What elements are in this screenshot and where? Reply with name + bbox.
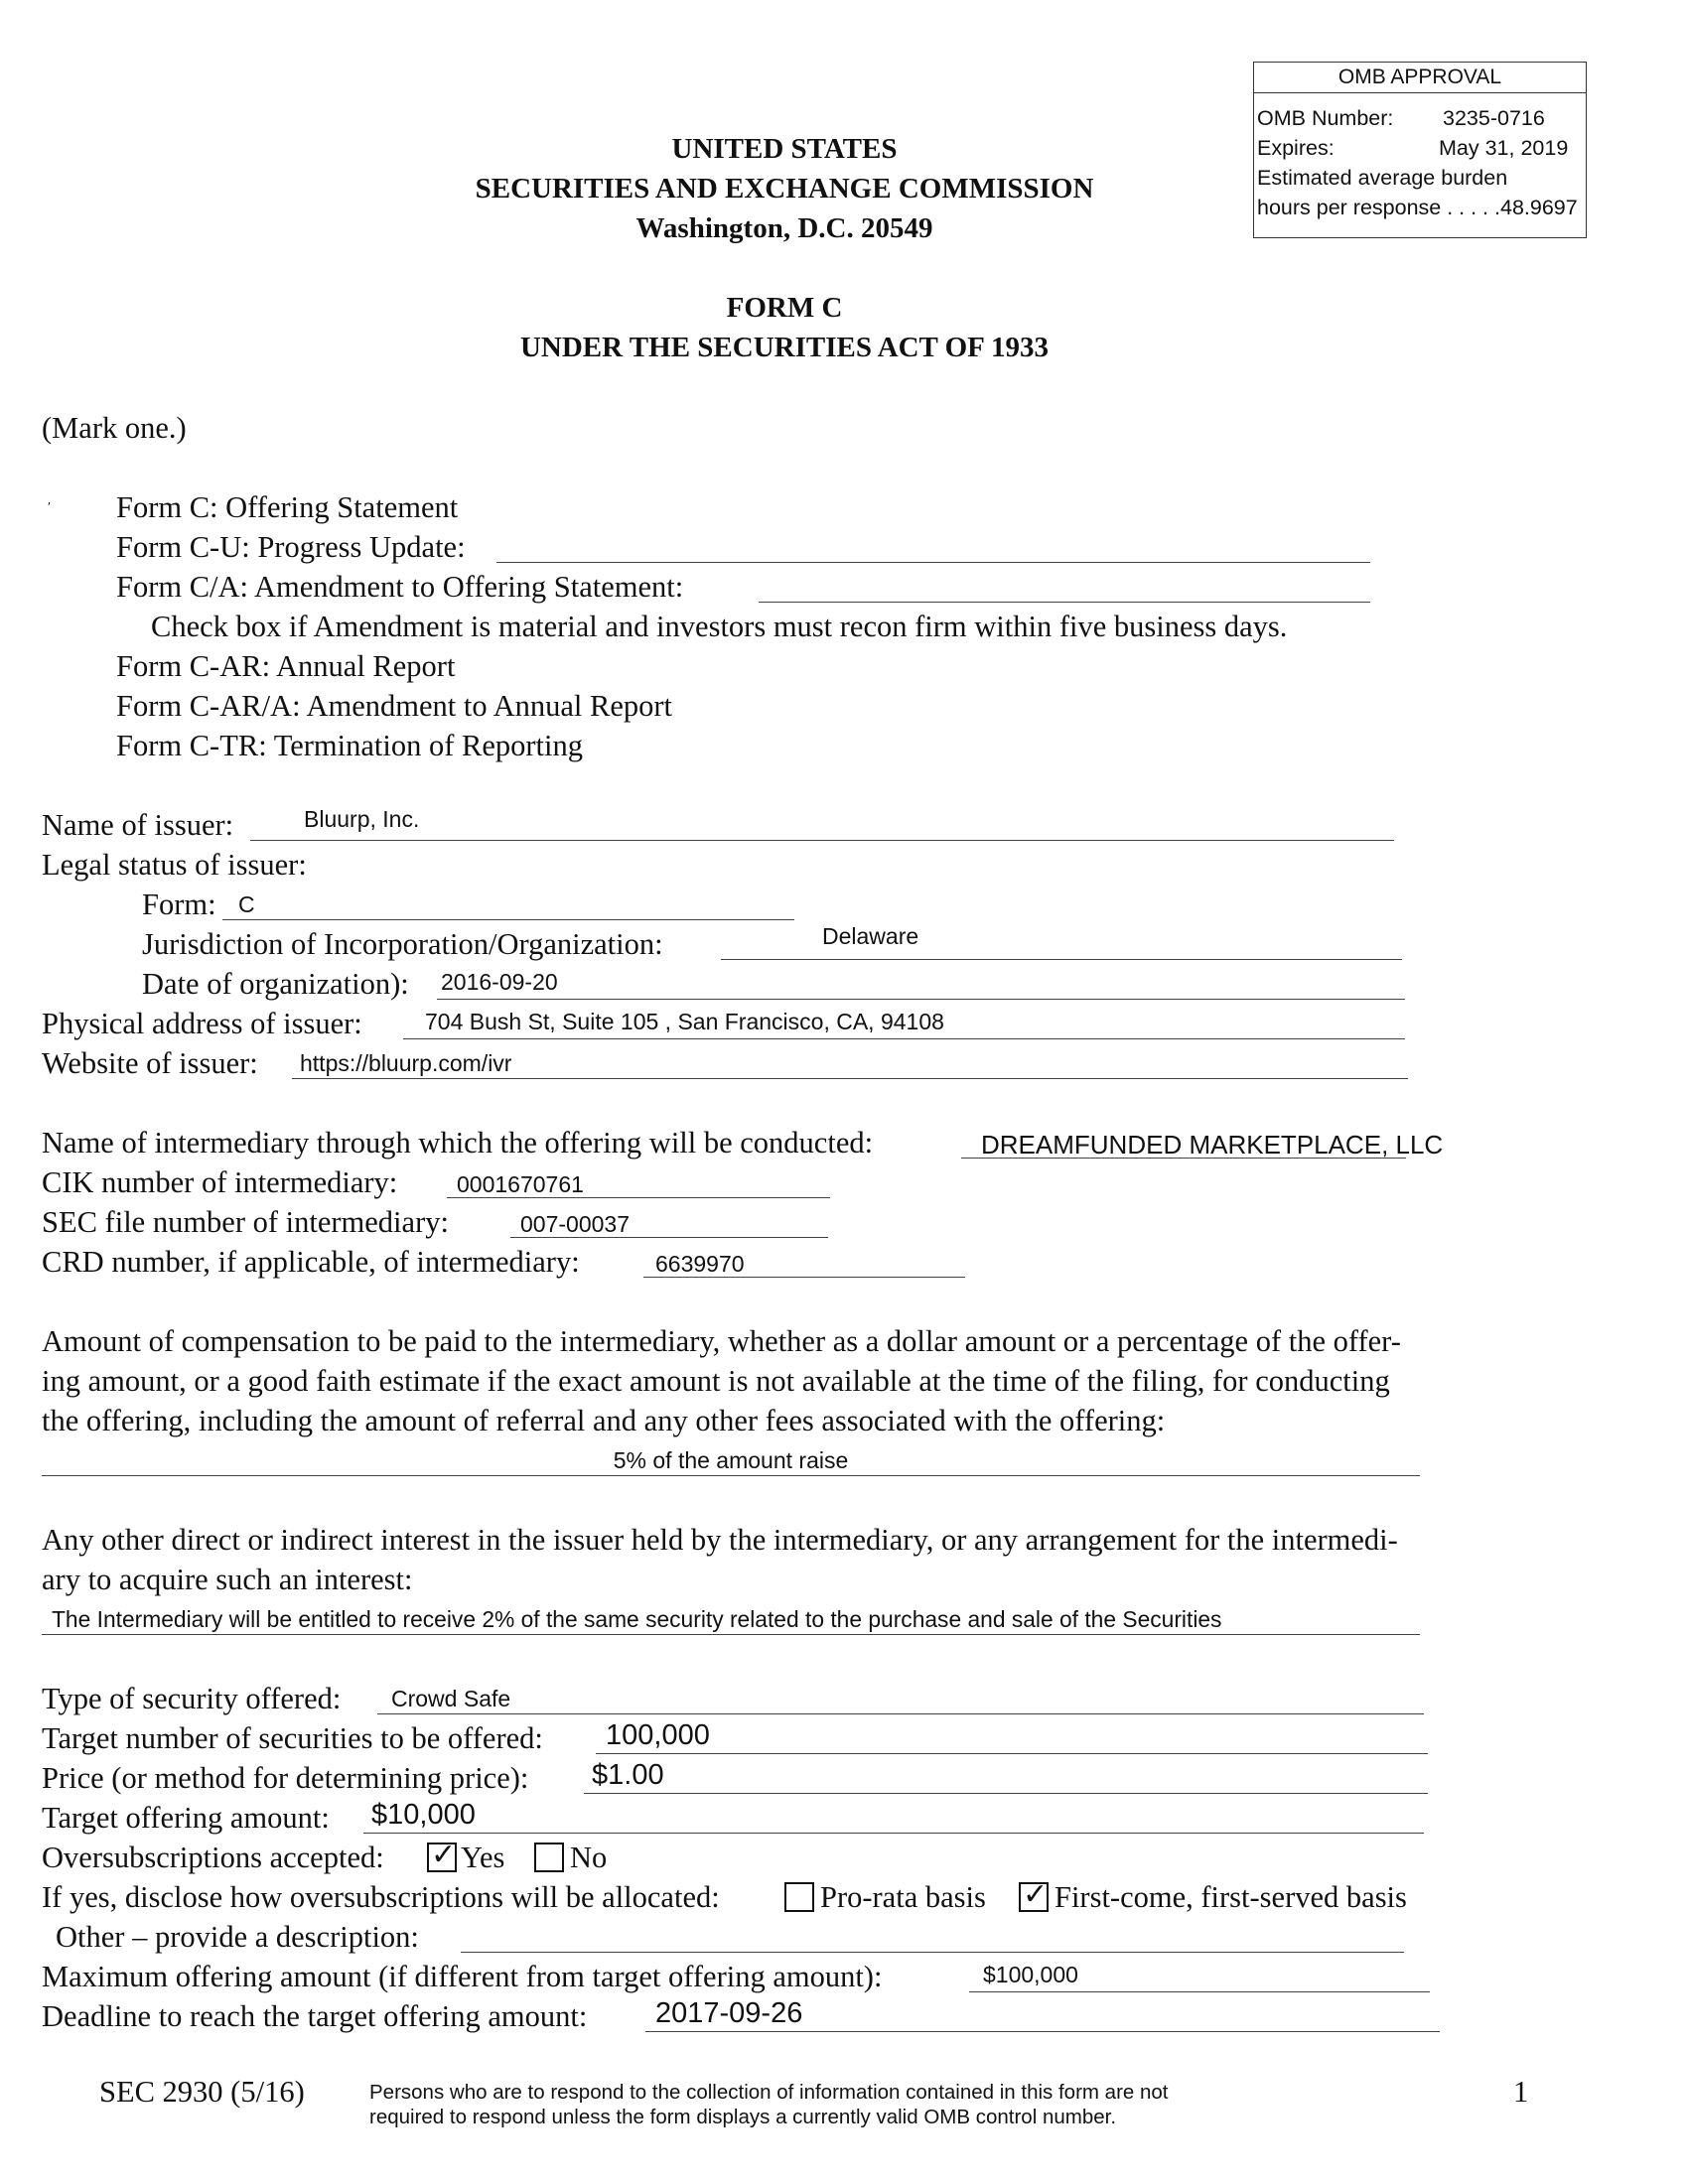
intermediary-name-label: Name of intermediary through which the offering will be conducted: (42, 1126, 874, 1160)
interest-text-line2: ary to acquire such an interest: (42, 1563, 413, 1596)
footer-note-line2: required to respond unless the form displays a currently valid OMB control number. (369, 2106, 1117, 2128)
target-number-field[interactable]: 100,000 (606, 1719, 710, 1751)
option-progress-update[interactable]: Form C-U: Progress Update: (116, 530, 466, 564)
security-type-label: Type of security offered: (42, 1682, 342, 1715)
target-amount-field[interactable]: $10,000 (371, 1799, 476, 1831)
oversubscriptions-label: Oversubscriptions accepted: (42, 1841, 384, 1874)
physical-address-field[interactable]: 704 Bush St, Suite 105 , San Francisco, CA, 94108 (425, 1009, 944, 1034)
footer-note-line1: Persons who are to respond to the collection of information contained in this form are not (369, 2081, 1169, 2104)
header-united-states: UNITED STATES (671, 133, 898, 165)
compensation-text-line3: the offering, including the amount of referral and any other fees associated with the offering: (42, 1404, 1166, 1437)
form-title: FORM C (726, 292, 843, 324)
omb-number-label: OMB Number: (1257, 106, 1394, 130)
target-number-line (596, 1753, 1428, 1754)
max-amount-field[interactable]: $100,000 (983, 1962, 1078, 1987)
compensation-field[interactable]: 5% of the amount raise (613, 1447, 849, 1473)
form-label: Form: (142, 887, 216, 921)
deadline-field[interactable]: 2017-09-26 (655, 1997, 803, 2029)
target-amount-label: Target offering amount: (42, 1801, 330, 1835)
form-line (222, 919, 794, 920)
allocation-label: If yes, disclose how oversubscriptions will be allocated: (42, 1880, 720, 1914)
prorata-checkbox[interactable] (784, 1882, 814, 1912)
check-icon: ✓ (1023, 1877, 1049, 1912)
jurisdiction-field[interactable]: Delaware (822, 923, 919, 949)
interest-text-line1: Any other direct or indirect interest in the issuer held by the intermediary, or any arrangement for the intermedi- (42, 1523, 1398, 1557)
option-offering-statement[interactable]: Form C: Offering Statement (116, 490, 459, 524)
deadline-line (645, 2031, 1440, 2032)
date-of-organization-label: Date of organization): (142, 967, 409, 1001)
option-check-material[interactable]: Check box if Amendment is material and investors must recon firm within five business days. (151, 610, 1288, 643)
issuer-name-line (250, 840, 1394, 841)
option-annual-report[interactable]: Form C-AR: Annual Report (116, 649, 456, 683)
omb-expires-value: May 31, 2019 (1439, 136, 1569, 160)
oversubscriptions-no-checkbox[interactable] (534, 1843, 564, 1872)
intermediary-name-value: DREAMFUNDED MARKETPLACE (981, 1130, 1382, 1160)
check-icon: ✓ (431, 1838, 457, 1872)
page-number: 1 (1513, 2075, 1529, 2109)
other-description-label: Other – provide a description: (56, 1920, 419, 1954)
cik-field[interactable]: 0001670761 (457, 1171, 584, 1197)
footer-form-code: SEC 2930 (5/16) (99, 2075, 305, 2109)
physical-address-label: Physical address of issuer: (42, 1007, 362, 1040)
selected-mark-icon: ′ (48, 500, 52, 515)
compensation-text-line2: ing amount, or a good faith estimate if the exact amount is not available at the time of the filing, for conducting (42, 1364, 1390, 1398)
sec-file-label: SEC file number of intermediary: (42, 1205, 449, 1239)
footer-note (369, 2080, 1342, 2129)
target-number-label: Target number of securities to be offered: (42, 1721, 543, 1755)
omb-burden-line1: Estimated average burden (1257, 166, 1508, 190)
header-washington: Washington, D.C. 20549 (635, 212, 933, 244)
first-come-checkbox[interactable] (1019, 1877, 1049, 1912)
form-field[interactable]: C (238, 891, 255, 917)
max-amount-line (969, 1991, 1430, 1992)
option-termination[interactable]: Form C-TR: Termination of Reporting (116, 729, 584, 762)
issuer-name-field[interactable]: Bluurp, Inc. (304, 806, 420, 832)
omb-approval-title: OMB APPROVAL (1254, 63, 1586, 93)
sec-file-field[interactable]: 007-00037 (520, 1211, 630, 1237)
progress-update-line (496, 562, 1370, 563)
first-come-label: First-come, first-served basis (1055, 1880, 1407, 1914)
prorata-label: Pro-rata basis (820, 1880, 986, 1914)
price-line (584, 1793, 1428, 1794)
legal-status-label: Legal status of issuer: (42, 848, 307, 882)
max-amount-label: Maximum offering amount (if different from target offering amount): (42, 1960, 883, 1993)
omb-burden-line2: hours per response . . . . .48.9697 (1257, 196, 1578, 219)
header-commission: SECURITIES AND EXCHANGE COMMISSION (475, 173, 1094, 205)
intermediary-name-suffix: , LLC (1381, 1130, 1444, 1160)
omb-expires-label: Expires: (1257, 136, 1335, 160)
compensation-text-line1: Amount of compensation to be paid to the intermediary, whether as a dollar amount or a percentage of the offer- (42, 1324, 1401, 1358)
price-label: Price (or method for determining price): (42, 1761, 529, 1795)
oversubscriptions-yes-checkbox[interactable] (427, 1838, 457, 1872)
form-subtitle: UNDER THE SECURITIES ACT OF 1933 (519, 332, 1050, 363)
interest-field[interactable]: The Intermediary will be entitled to receive 2% of the same security related to the purchase and sale of the Securities (52, 1606, 1222, 1632)
cik-label: CIK number of intermediary: (42, 1165, 398, 1199)
date-of-organization-line (437, 999, 1405, 1000)
mark-one-instruction: (Mark one.) (42, 411, 187, 445)
date-of-organization-field[interactable]: 2016-09-20 (441, 969, 558, 995)
deadline-label: Deadline to reach the target offering amount: (42, 1999, 588, 2033)
omb-number-value: 3235-0716 (1443, 106, 1545, 130)
security-type-line (377, 1713, 1424, 1714)
interest-line (42, 1634, 1420, 1635)
target-amount-line (363, 1833, 1424, 1834)
crd-label: CRD number, if applicable, of intermediary: (42, 1245, 580, 1279)
physical-address-line (403, 1038, 1405, 1039)
other-description-line[interactable] (461, 1952, 1404, 1953)
option-annual-amendment[interactable]: Form C-AR/A: Amendment to Annual Report (116, 689, 672, 723)
oversubscriptions-no-label: No (570, 1841, 608, 1874)
website-label: Website of issuer: (42, 1046, 258, 1080)
price-field[interactable]: $1.00 (592, 1759, 664, 1791)
omb-approval-box (1253, 62, 1587, 238)
option-amendment[interactable]: Form C/A: Amendment to Offering Statement: (116, 570, 684, 604)
issuer-name-label: Name of issuer: (42, 808, 234, 842)
website-line (292, 1078, 1408, 1079)
amendment-line (759, 602, 1370, 603)
jurisdiction-line (721, 959, 1402, 960)
intermediary-name-field[interactable] (981, 1130, 1443, 1160)
security-type-field[interactable]: Crowd Safe (391, 1686, 511, 1711)
crd-field[interactable]: 6639970 (655, 1251, 745, 1277)
compensation-line (42, 1475, 1420, 1476)
oversubscriptions-yes-label: Yes (461, 1841, 505, 1874)
website-field[interactable]: https://bluurp.com/ivr (300, 1050, 512, 1076)
jurisdiction-label: Jurisdiction of Incorporation/Organization: (142, 927, 663, 961)
